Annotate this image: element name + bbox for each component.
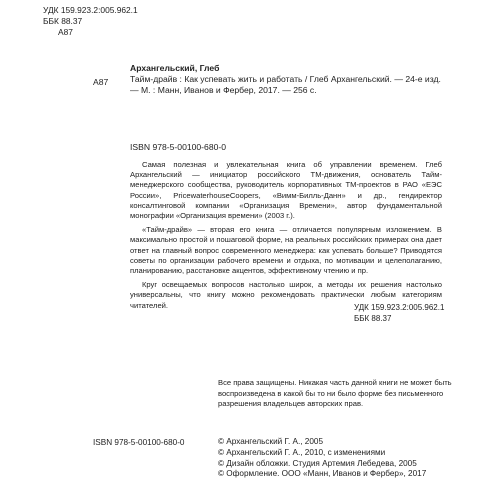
isbn-bottom: ISBN 978-5-00100-680-0 xyxy=(93,438,185,447)
top-classification xyxy=(43,5,203,38)
annotation-paragraph: «Тайм-драйв» — вторая его книга — отличается популярным изложением. В максимально простой и пошаговой форме, на реальных российских примерах она дает ответ на главный вопрос современного менеджера: как успевать больше? Приводятся советы по организации рабочего времени и отдыха, по мотивации и целеполаганию, планированию, расстановке акцентов, эффективному чтению и пр. xyxy=(130,225,442,276)
annotation-paragraph: Самая полезная и увлекательная книга об управлении временем. Глеб Архангельский — инициатор российского ТМ-движения, основатель Тайм-менеджерского сообщества, руководитель корпоративных ТМ-проектов в РАО «ЕЭС России», PricewaterhouseCoopers, «Вимм-Билль-Данн» и др., гендиректор консалтинговой компании «Организация Времени», автор фундаментальной монографии «Организация времени» (2003 г.). xyxy=(130,160,442,221)
copyright-line: © Оформление. ООО «Манн, Иванов и Фербер», 2017 xyxy=(218,469,427,479)
bibliographic-entry xyxy=(130,63,442,96)
copyright-line: © Дизайн обложки. Студия Артемия Лебедева, 2005 xyxy=(218,458,417,468)
copyright-list xyxy=(218,437,478,480)
author-mark: А87 xyxy=(93,77,109,87)
copyright-line: © Архангельский Г. А., 2005 xyxy=(218,437,324,446)
top-udk: УДК 159.923.2:005.962.1 xyxy=(43,5,138,15)
copyright-line: © Архангельский Г. А., 2010, с изменениями xyxy=(218,447,386,457)
annotation-paragraph: Круг освещаемых вопросов настолько широк, а методы их решения настолько универсальны, что книгу можно рекомендовать практически любым категориям читателей. xyxy=(130,280,442,310)
isbn-main: ISBN 978-5-00100-680-0 xyxy=(130,142,227,152)
bottom-classification xyxy=(354,303,464,324)
rights-notice: Все права защищены. Никакая часть данной книги не может быть воспроизведена в какой бы то ни было форме без письменного разрешения владельцев авторских прав. xyxy=(218,378,452,408)
bottom-udk: УДК 159.923.2:005.962.1 xyxy=(354,303,445,312)
catalog-description: Тайм-драйв : Как успевать жить и работать / Глеб Архангельский. — 24-е изд. — М. : Манн, Иванов и Фербер, 2017. — 256 с. xyxy=(130,74,441,95)
bottom-bbk: ББК 88.37 xyxy=(354,313,392,323)
annotation xyxy=(130,160,442,315)
top-author-code: А87 xyxy=(58,27,73,37)
top-bbk: ББК 88.37 xyxy=(43,16,83,26)
author-heading: Архангельский, Глеб xyxy=(130,63,220,73)
